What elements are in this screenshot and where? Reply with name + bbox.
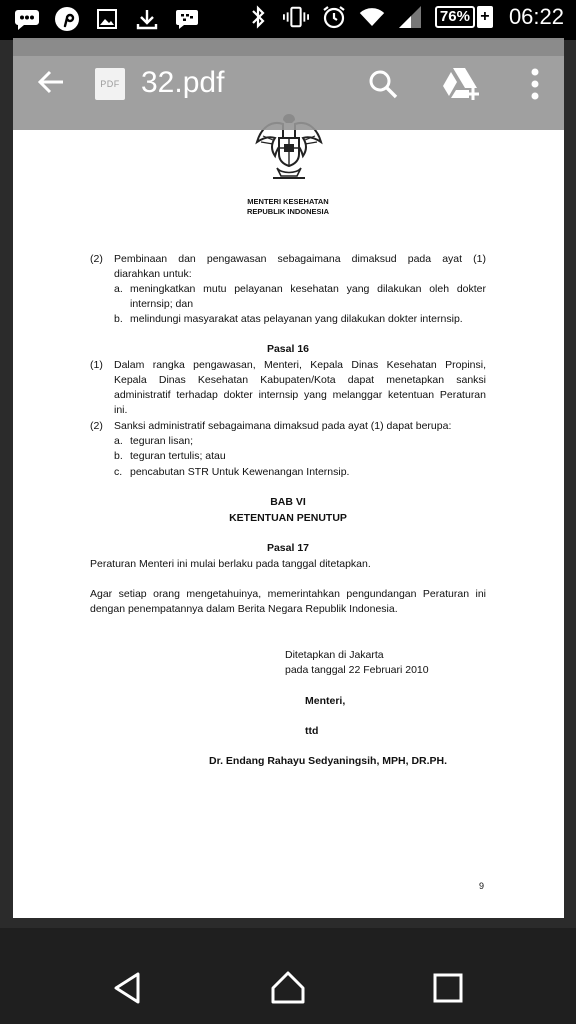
enactment-place: Ditetapkan di Jakarta (285, 649, 384, 661)
list-item-text: teguran lisan; (130, 435, 194, 447)
page-number: 9 (479, 881, 485, 891)
signer-title: Menteri, (305, 695, 346, 707)
back-arrow-icon[interactable] (35, 66, 67, 98)
article-heading: Pasal 16 (266, 343, 310, 355)
pdf-viewer[interactable] (0, 40, 576, 928)
clause-number: (2) (90, 420, 103, 432)
ministry-line-2: REPUBLIK INDONESIA (246, 207, 330, 216)
app-toolbar (13, 38, 564, 130)
clause-text: Pembinaan dan pengawasan sebagaimana dimaksud pada ayat (1) (114, 253, 486, 265)
battery-level: 76% (435, 6, 475, 28)
document-title: 32.pdf (141, 66, 225, 99)
more-vert-icon[interactable] (523, 66, 547, 102)
list-item-text: melindungi masyarakat atas pelayanan yang dilakukan dokter internsip. (130, 313, 463, 325)
image-icon (94, 6, 120, 32)
chapter-heading: BAB VI (270, 496, 306, 508)
list-item-text: meningkatkan mutu pelayanan kesehatan yang dilakukan oleh dokter (130, 283, 486, 295)
bluetooth-icon (245, 4, 271, 30)
ministry-line-1: MENTERI KESEHATAN (247, 197, 329, 206)
pinterest-icon (54, 6, 80, 32)
enactment-date: pada tanggal 22 Februari 2010 (285, 664, 429, 676)
article-text: Peraturan Menteri ini mulai berlaku pada tanggal ditetapkan. (90, 558, 371, 570)
closing-text: dengan penempatannya dalam Berita Negara Republik Indonesia. (90, 603, 398, 615)
bbm-chat-icon (14, 6, 40, 32)
charging-icon: + (477, 6, 493, 28)
list-marker: a. (114, 435, 123, 447)
list-marker: b. (114, 313, 123, 325)
navigation-bar (0, 928, 576, 1024)
closing-text: Agar setiap orang mengetahuinya, memerintahkan pengundangan Peraturan ini (90, 588, 486, 600)
clause-number: (2) (90, 253, 103, 265)
list-item-text: internsip; dan (130, 298, 194, 310)
clause-text: administratif terhadap dokter internsip yang melanggar ketentuan Peraturan (114, 389, 486, 401)
drive-add-icon[interactable] (441, 66, 481, 102)
alarm-icon (321, 4, 347, 30)
search-icon[interactable] (367, 68, 399, 100)
battery-indicator (435, 6, 493, 28)
signer-name: Dr. Endang Rahayu Sedyaningsih, MPH, DR.PH. (209, 755, 448, 767)
list-item-text: teguran tertulis; atau (130, 450, 226, 462)
clause-text: Dalam rangka pengawasan, Menteri, Kepala Dinas Kesehatan Propinsi, (114, 359, 486, 371)
notification-icons (14, 6, 200, 32)
clause-text: Kepala Dinas Kesehatan Kabupaten/Kota dapat menetapkan sanksi (114, 374, 486, 386)
download-icon (134, 6, 160, 32)
chapter-title: KETENTUAN PENUTUP (229, 512, 347, 524)
article-heading: Pasal 17 (266, 542, 310, 554)
system-icons (245, 4, 564, 30)
signature-mark: ttd (305, 725, 319, 737)
ministry-header (213, 197, 363, 217)
clause-number: (1) (90, 359, 103, 371)
pdf-page[interactable] (13, 56, 564, 918)
list-item-text: pencabutan STR Untuk Kewenangan Internsip. (130, 466, 350, 478)
bbm-icon (174, 6, 200, 32)
list-marker: b. (114, 450, 123, 462)
signal-icon (397, 4, 423, 30)
clock: 06:22 (508, 4, 564, 29)
home-icon[interactable] (268, 968, 308, 1008)
vibrate-icon (283, 4, 309, 30)
clause-text: diarahkan untuk: (114, 268, 192, 280)
list-marker: c. (114, 466, 123, 478)
list-marker: a. (114, 283, 123, 295)
pdf-file-icon: PDF (95, 68, 125, 100)
recents-icon[interactable] (428, 968, 468, 1008)
back-triangle-icon[interactable] (108, 968, 148, 1008)
clause-text: ini. (114, 404, 128, 416)
status-bar (0, 0, 576, 40)
clause-text: Sanksi administratif sebagaimana dimaksud pada ayat (1) dapat berupa: (114, 420, 452, 432)
wifi-icon (359, 4, 385, 30)
